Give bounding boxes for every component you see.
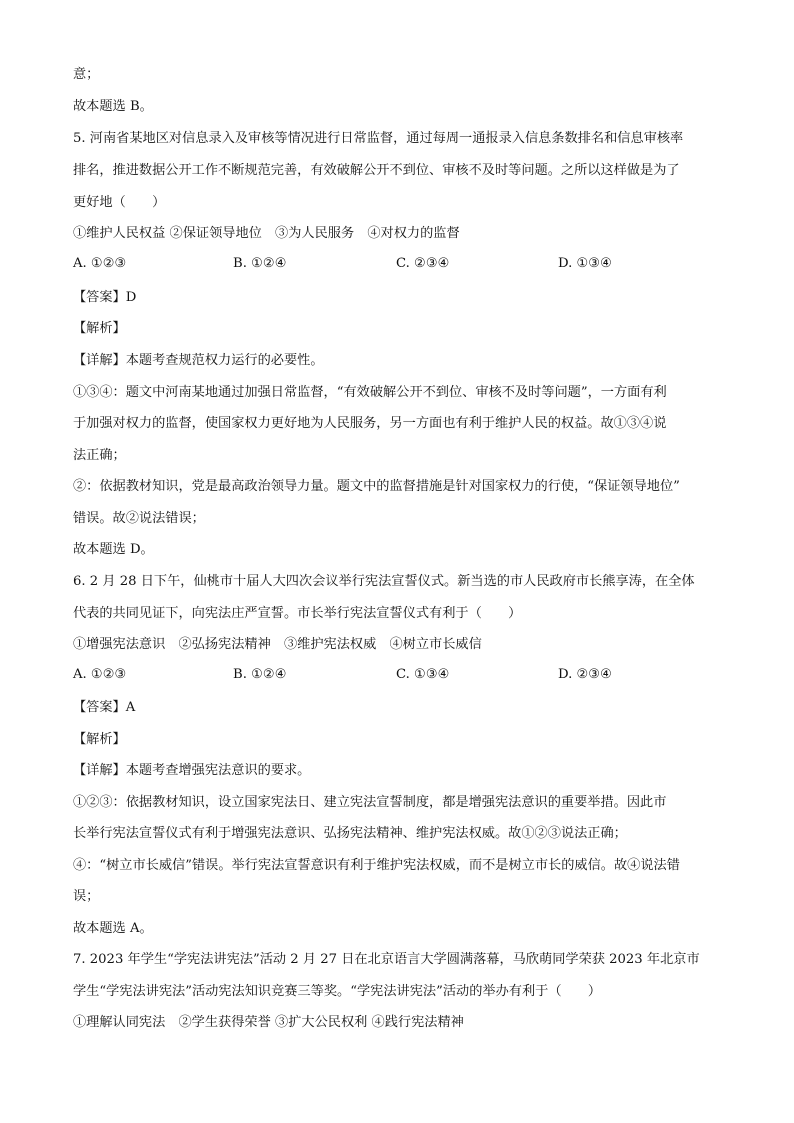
question-5-text: 更好地（ ） — [73, 195, 166, 210]
question-7-items: ①理解认同宪法 ②学生获得荣誉 ③扩大公民权利 ④践行宪法精神 — [73, 1015, 464, 1030]
q5-option-b: B. ①②④ — [233, 256, 287, 271]
q6-option-b: B. ①②④ — [233, 667, 287, 682]
detail-text: 错误。故②说法错误； — [73, 511, 205, 526]
q6-option-a: A. ①②③ — [73, 667, 127, 682]
text-line: 意； — [73, 67, 100, 82]
conclusion-text: 故本题选 D。 — [73, 542, 154, 557]
analysis-label: 【解析】 — [73, 321, 126, 336]
question-7-text: 7. 2023 年学生“学宪法讲宪法”活动 2 月 27 日在北京语言大学圆满落幕，马欣萌同学荣获 2023 年北京市 — [73, 952, 700, 967]
question-6-text: 代表的共同见证下，向宪法庄严宣誓。市长举行宪法宣誓仪式有利于（ ） — [73, 606, 522, 621]
detail-text: ①③④：题文中河南某地通过加强日常监督，“有效破解公开不到位、审核不及时等问题”，一方面有利 — [73, 385, 667, 400]
q6-option-d: D. ②③④ — [558, 667, 612, 682]
answer-label: 【答案】A — [73, 700, 136, 715]
detail-text: ④：“树立市长威信”错误。举行宪法宣誓意识有利于维护宪法权威，而不是树立市长的威信。故④说法错 — [73, 858, 680, 873]
question-5-items: ①维护人民权益 ②保证领导地位 ③为人民服务 ④对权力的监督 — [73, 226, 460, 241]
detail-text: 长举行宪法宣誓仪式有利于增强宪法意识、弘扬宪法精神、维护宪法权威。故①②③说法正确； — [73, 826, 627, 841]
detail-text: 【详解】本题考查增强宪法意识的要求。 — [73, 763, 311, 778]
q5-option-d: D. ①③④ — [558, 256, 612, 271]
q6-option-c: C. ①③④ — [396, 667, 450, 682]
analysis-label: 【解析】 — [73, 732, 126, 747]
detail-text: ①②③：依据教材知识，设立国家宪法日、建立宪法宣誓制度，都是增强宪法意识的重要举措。因此市 — [73, 795, 667, 810]
conclusion-text: 故本题选 A。 — [73, 921, 153, 936]
detail-text: ②：依据教材知识，党是最高政治领导力量。题文中的监督措施是针对国家权力的行使，“保证领导地位” — [73, 479, 680, 494]
question-5-text: 排名，推进数据公开工作不断规范完善，有效破解公开不到位、审核不及时等问题。之所以这样做是为了 — [73, 163, 680, 178]
detail-text: 法正确； — [73, 448, 126, 463]
detail-text: 【详解】本题考查规范权力运行的必要性。 — [73, 353, 324, 368]
question-6-text: 6. 2 月 28 日下午，仙桃市十届人大四次会议举行宪法宣誓仪式。新当选的市人民政府市长熊享涛，在全体 — [73, 574, 695, 589]
answer-label: 【答案】D — [73, 290, 137, 305]
question-7-text: 学生“学宪法讲宪法”活动宪法知识竞赛三等奖。“学宪法讲宪法”活动的举办有利于（ ） — [73, 984, 602, 999]
question-6-items: ①增强宪法意识 ②弘扬宪法精神 ③维护宪法权威 ④树立市长威信 — [73, 637, 482, 652]
q5-option-a: A. ①②③ — [73, 256, 127, 271]
detail-text: 误； — [73, 889, 100, 904]
text-line: 故本题选 B。 — [73, 99, 153, 114]
question-5-text: 5. 河南省某地区对信息录入及审核等情况进行日常监督，通过每周一通报录入信息条数排名和信息审核率 — [73, 131, 684, 146]
detail-text: 于加强对权力的监督，使国家权力更好地为人民服务，另一方面也有利于维护人民的权益。故①③④说 — [73, 416, 667, 431]
q5-option-c: C. ②③④ — [396, 256, 450, 271]
